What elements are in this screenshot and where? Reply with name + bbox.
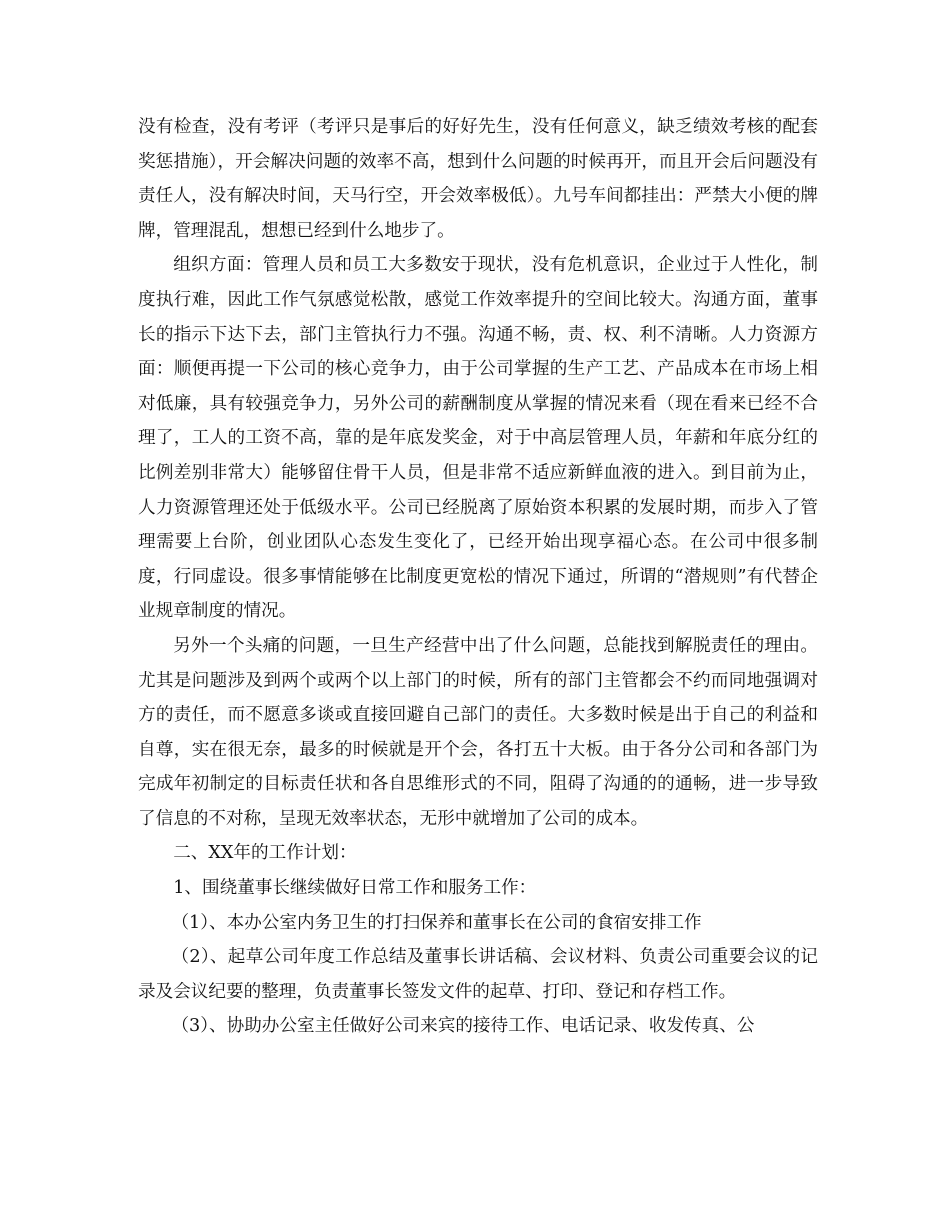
plan-subitem-3: （3）、协助办公室主任做好公司来宾的接待工作、电话记录、收发传真、公 [171,1016,755,1037]
document-body [138,110,818,1044]
paragraph-inspection: 没有检查，没有考评（考评只是事后的好好先生，没有任何意义，缺乏绩效考核的配套奖惩措施），开会解决问题的效率不高，想到什么问题的时候再开，而且开会后问题没有责任人，没有解决时间，天马行空，开会效率极低）。九号车间都挂出：严禁大小便的牌牌，管理混乱，想想已经到什么地步了。 [138,117,818,241]
plan-subitem-2: （2）、起草公司年度工作总结及董事长讲话稿、会议材料、负责公司重要会议的记录及会议纪要的整理，负责董事长签发文件的起草、打印、登记和存档工作。 [138,947,818,1002]
section-heading-work-plan: 二、XX年的工作计划： [173,843,357,864]
paragraph-organization: 组织方面：管理人员和员工大多数安于现状，没有危机意识，企业过于人性化，制度执行难，因此工作气氛感觉松散，感觉工作效率提升的空间比较大。沟通方面，董事长的指示下达下去，部门主管执行力不强。沟通不畅，责、权、利不清晰。人力资源方面：顺便再提一下公司的核心竞争力，由于公司掌握的生产工艺、产品成本在市场上相对低廉，具有较强竞争力，另外公司的薪酬制度从掌握的情况来看（现在看来已经不合理了，工人的工资不高，靠的是年底发奖金，对于中高层管理人员，年薪和年底分红的比例差别非常大）能够留住骨干人员，但是非常不适应新鲜血液的进入。到目前为止，人力资源管理还处于低级水平。公司已经脱离了原始资本积累的发展时期，而步入了管理需要上台阶，创业团队心态发生变化了，已经开始出现享福心态。在公司中很多制度，行同虚设。很多事情能够在比制度更宽松的情况下通过，所谓的“潜规则”有代替企业规章制度的情况。 [138,255,818,622]
plan-subitem-1: （1）、本办公室内务卫生的打扫保养和董事长在公司的食宿安排工作 [171,912,702,933]
plan-item-1: 1、围绕董事长继续做好日常工作和服务工作： [173,878,537,899]
paragraph-responsibility: 另外一个头痛的问题，一旦生产经营中出了什么问题，总能找到解脱责任的理由。尤其是问题涉及到两个或两个以上部门的时候，所有的部门主管都会不约而同地强调对方的责任，而不愿意多谈或直接回避自己部门的责任。大多数时候是出于自己的利益和自尊，实在很无奈，最多的时候就是开个会，各打五十大板。由于各分公司和各部门为完成年初制定的目标责任状和各自思维形式的不同，阻碍了沟通的的通畅，进一步导致了信息的不对称，呈现无效率状态，无形中就增加了公司的成本。 [138,635,818,829]
